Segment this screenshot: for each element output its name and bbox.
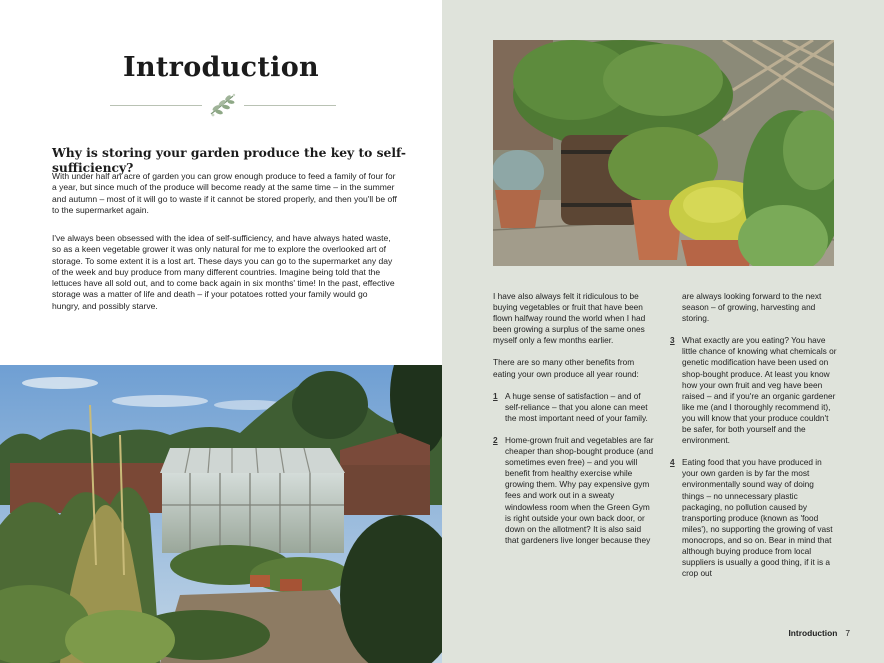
section-heading: Why is storing your garden produce the key to self-sufficiency?: [52, 145, 407, 175]
title-rule-left: [110, 105, 202, 106]
list-number: 4: [670, 457, 675, 468]
intro-paragraph-1: With under half an acre of garden you can grow enough produce to feed a family of four for a year, but since much of the produce will become ready at the same time – in the summer and autumn – most of it will go to waste if it cannot be stored properly, and then you'll be off to the supermarket again.: [52, 171, 397, 215]
list-text: are always looking forward to the next season – of growing, harvesting and storing.: [682, 291, 822, 324]
benefit-item-2: [493, 435, 655, 546]
page-footer: [788, 628, 850, 638]
page-number: 7: [845, 628, 850, 638]
list-text: What exactly are you eating? You have little chance of knowing what chemicals or genetic modification have been used on shop-bought produce. At least you know how your own fruit and veg have been raised – and if you're an organic gardener like me (and I thoroughly recommend it), you will know that your produce couldn't be safer, for both yourself and the environment.: [682, 335, 837, 446]
benefit-item-1: [493, 391, 655, 424]
benefit-item-3: [670, 335, 838, 446]
potted-herbs-photo: [493, 40, 834, 266]
list-text: Home-grown fruit and vegetables are far cheaper than shop-bought produce (and sometimes even free) – and you will benefit from healthy exercise while growing them. Why pay expensive gym fees and work out in a sweaty windowless room when the Green Gym is right outside your own back door, or down on the allotment? It is also said that gardeners live longer because they: [505, 434, 654, 545]
body-paragraph: I have also always felt it ridiculous to be buying vegetables or fruit that have been flown halfway round the world when I had been growing a surplus of the same ones myself only a few months earlier.: [493, 291, 646, 346]
title-rule-right: [244, 105, 336, 106]
list-text: Eating food that you have produced in your own garden is by far the most environmentally sound way of doing things – no unnecessary plastic packaging, no pollution caused by transporting produce (known as 'food miles'), no supporting the growing of vast monocrops, and so on. Bear in mind that although buying produce from local suppliers is usually a good thing, if it is a crop out: [682, 457, 833, 579]
body-column-right: [670, 291, 838, 590]
list-number: 2: [493, 434, 498, 445]
list-number: 1: [493, 390, 498, 401]
list-text: A huge sense of satisfaction – and of self-reliance – that you alone can meet the most important need of your family.: [505, 390, 648, 423]
list-number: 3: [670, 335, 675, 346]
benefit-item-4: [670, 457, 838, 579]
benefit-item-2-continued: [670, 291, 838, 324]
intro-paragraph-2: I've always been obsessed with the idea of self-sufficiency, and have always hated waste, so as a keen vegetable grower it was only natural for me to explore the overlooked art of storage. To some extent it is a lost art. These days you can go to the supermarket any day of the week and buy produce from many different countries. Imagine being told that the lettuces have all sold out, and to come back again in six months' time! In the past, effective storage was a matter of life and death – if your potatoes rotted your family would go hungry, and possibly starve.: [52, 233, 395, 311]
body-paragraph: There are so many other benefits from eating your own produce all year round:: [493, 357, 639, 379]
greenhouse-garden-photo: [0, 365, 442, 663]
herb-sprig-icon: [205, 90, 239, 120]
body-column-left: [493, 291, 655, 557]
chapter-title: Introduction: [123, 52, 319, 83]
right-page: [442, 0, 884, 663]
footer-section-name: Introduction: [788, 628, 838, 638]
